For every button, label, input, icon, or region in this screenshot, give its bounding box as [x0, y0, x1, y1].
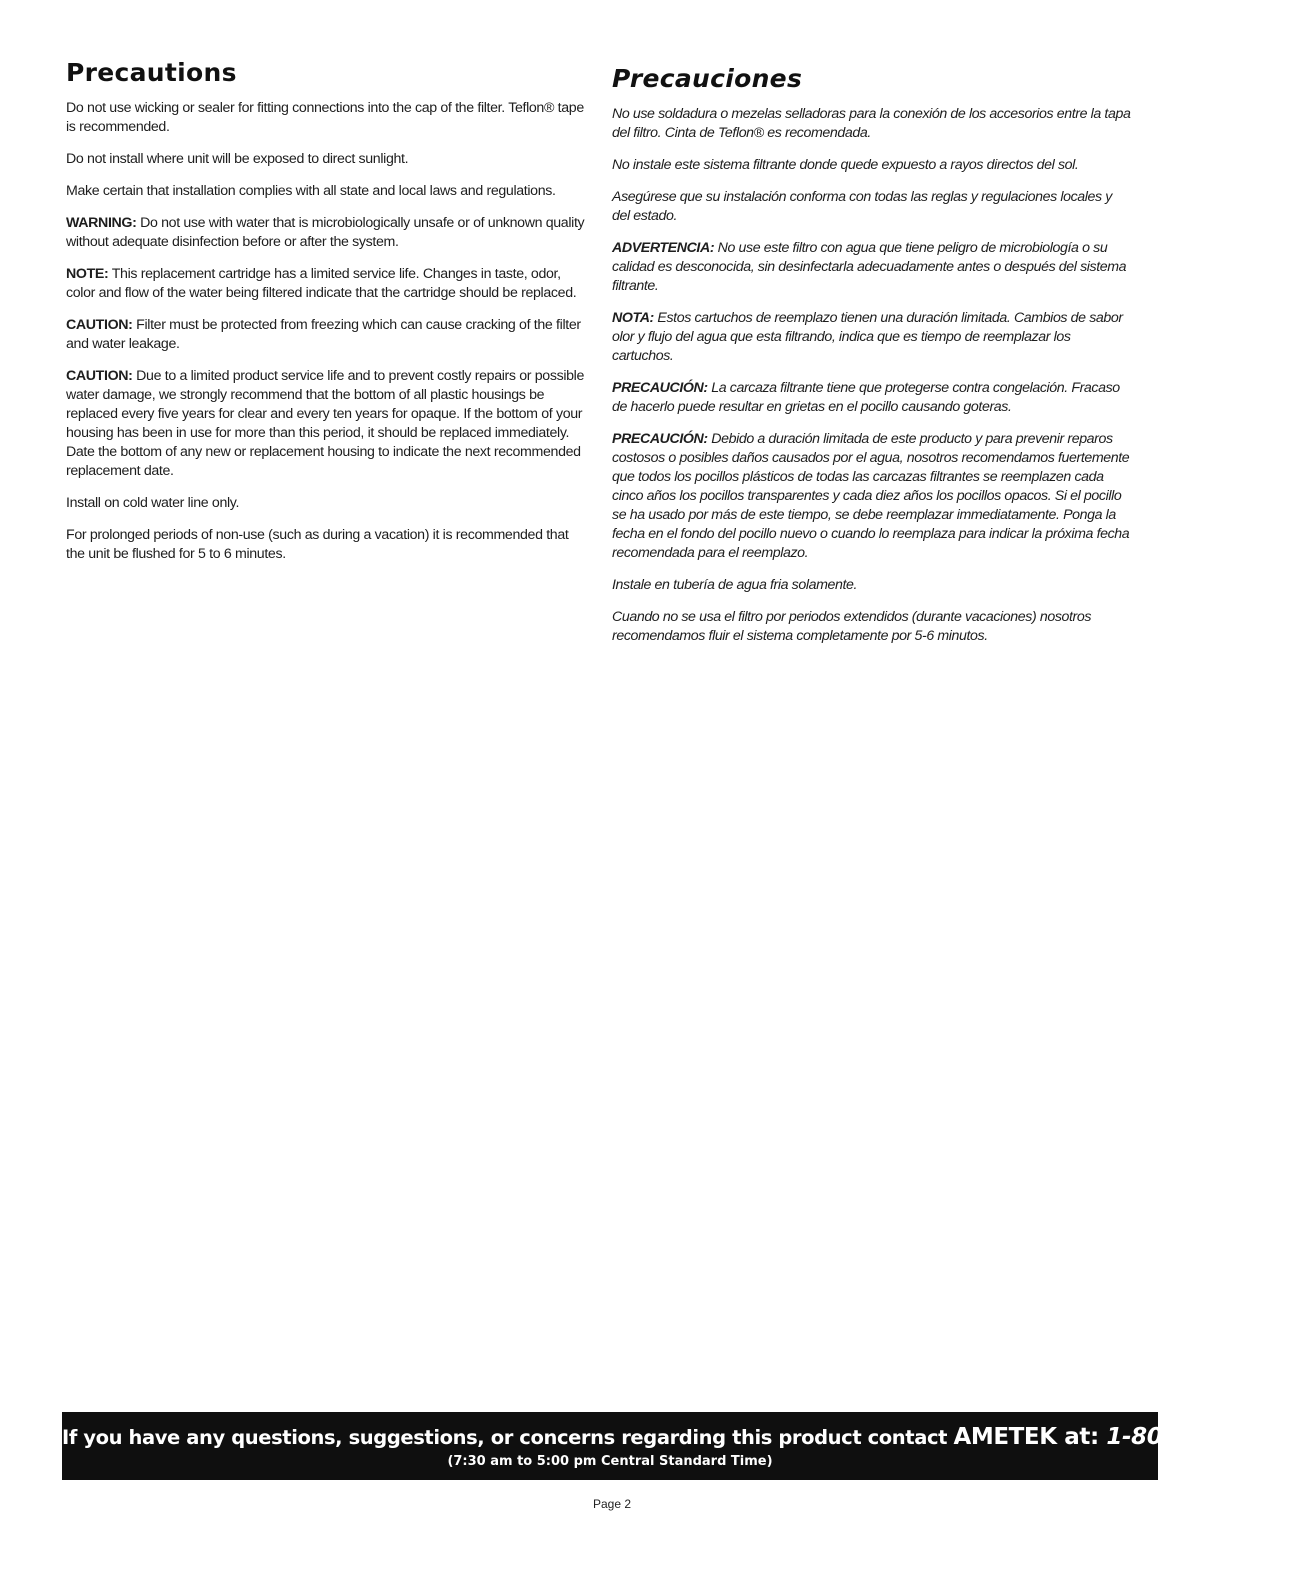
- contact-banner: [62, 1412, 1305, 1480]
- sunlight-instruction-es: No instale este sistema filtrante donde quede expuesto a rayos directos del sol.: [612, 157, 1079, 173]
- precautions-heading: Precautions: [66, 58, 237, 87]
- contact-hours: (7:30 am to 5:00 pm Central Standard Time): [447, 1454, 773, 1469]
- brand-name: AMETEK: [953, 1424, 1057, 1450]
- caution-label: CAUTION:: [66, 317, 133, 333]
- warning-text-es: No use este filtro con agua que tiene peligro de microbiología o su calidad es desconocida, sin desinfectarla adecuadamente antes o después del sistema filtrante.: [612, 240, 1127, 294]
- warning-paragraph-es: [612, 239, 1132, 296]
- caution-freezing-text-es: La carcaza filtrante tiene que protegerse contra congelación. Fracaso de hacerlo puede resultar en grietas en el pocillo causando goteras.: [612, 380, 1120, 415]
- fitting-instruction: Do not use wicking or sealer for fitting connections into the cap of the filter. Teflon® tape is recommended.: [66, 100, 584, 135]
- caution-housing-text: Due to a limited product service life and to prevent costly repairs or possible water damage, we strongly recommend that the bottom of all plastic housings be replaced every five years for clear and every ten years for opaque. If the bottom of your housing has been in use for more than this period, it should be replaced immediately. Date the bottom of any new or replacement housing to indicate the next recommended replacement date.: [66, 368, 585, 479]
- precauciones-spanish-column: [612, 58, 1132, 659]
- compliance-instruction-es: Asegúrese que su instalación conforma con todas las reglas y regulaciones locales y del estado.: [612, 189, 1112, 224]
- caution-label-es: PRECAUCIÓN:: [612, 380, 708, 396]
- caution-freezing-text: Filter must be protected from freezing which can cause cracking of the filter and water leakage.: [66, 317, 581, 352]
- note-paragraph-es: [612, 309, 1132, 366]
- cold-water-instruction: Install on cold water line only.: [66, 495, 240, 511]
- flush-instruction-es: Cuando no se usa el filtro por periodos extendidos (durante vacaciones) nosotros recomendamos fluir el sistema completamente por 5-6 minutos.: [612, 609, 1092, 644]
- note-text: This replacement cartridge has a limited service life. Changes in taste, odor, color and flow of the water being filtered indicate that the cartridge should be replaced.: [66, 266, 577, 301]
- warning-label-es: ADVERTENCIA:: [612, 240, 715, 256]
- compliance-instruction: Make certain that installation complies with all state and local laws and regulations.: [66, 183, 556, 199]
- caution-label: CAUTION:: [66, 368, 133, 384]
- warning-paragraph: [66, 214, 586, 252]
- caution-label-es: PRECAUCIÓN:: [612, 431, 708, 447]
- precautions-english-column: [66, 58, 586, 577]
- warning-label: WARNING:: [66, 215, 137, 231]
- note-paragraph: [66, 265, 586, 303]
- caution-housing-text-es: Debido a duración limitada de este producto y para prevenir reparos costosos o posibles daños causados por el agua, nosotros recomendamos fuertemente que todos los pocillos plásticos de todas las carcazas filtrantes se reemplazen cada cinco años los pocillos transparentes y cada diez años los pocillos opacos. Si el pocillo se ha usado por más de este tiempo, se debe reemplazar immediatamente. Ponga la fecha en el fondo del pocillo nuevo o cuando lo reemplaza para indicar la próxima fecha recomendada para el reemplazo.: [612, 431, 1130, 561]
- contact-line: [62, 1424, 1305, 1450]
- warning-text: Do not use with water that is microbiologically unsafe or of unknown quality without adequate disinfection before or after the system.: [66, 215, 585, 250]
- flush-instruction: For prolonged periods of non-use (such as during a vacation) it is recommended that the unit be flushed for 5 to 6 minutes.: [66, 527, 569, 562]
- contact-text: If you have any questions, suggestions, or concerns regarding this product contact: [62, 1426, 954, 1449]
- cold-water-instruction-es: Instale en tubería de agua fria solamente.: [612, 577, 858, 593]
- contact-at: at:: [1056, 1424, 1107, 1450]
- note-label: NOTE:: [66, 266, 109, 282]
- sunlight-instruction: Do not install where unit will be exposed to direct sunlight.: [66, 151, 409, 167]
- precauciones-heading: Precauciones: [612, 64, 803, 93]
- caution-housing-paragraph-es: [612, 430, 1132, 563]
- phone-number: 1-800-645-5426: [1106, 1424, 1305, 1450]
- caution-freezing-paragraph: [66, 316, 586, 354]
- page-number: Page 2: [592, 1497, 632, 1511]
- note-text-es: Estos cartuchos de reemplazo tienen una duración limitada. Cambios de sabor olor y flujo del agua que esta filtrando, indica que es tiempo de reemplazar los cartuchos.: [612, 310, 1123, 364]
- caution-housing-paragraph: [66, 367, 586, 481]
- caution-freezing-paragraph-es: [612, 379, 1132, 417]
- fitting-instruction-es: No use soldadura o mezelas selladoras para la conexión de los accesorios entre la tapa del filtro. Cinta de Teflon® es recomendada.: [612, 106, 1131, 141]
- note-label-es: NOTA:: [612, 310, 654, 326]
